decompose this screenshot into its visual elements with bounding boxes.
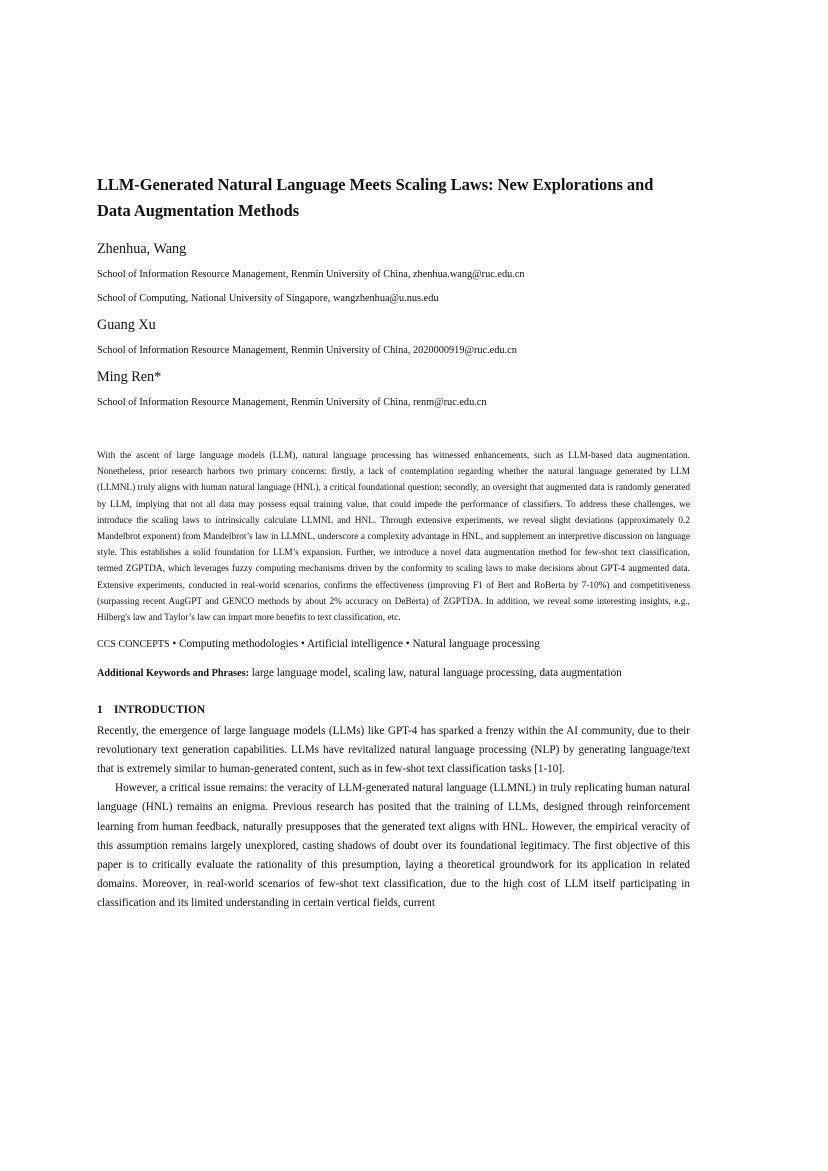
keywords bbox=[97, 665, 690, 682]
author-affiliation: School of Computing, National University of Singapore, wangzhenhua@u.nus.edu bbox=[97, 293, 439, 304]
author-affiliation: School of Information Resource Management, Renmin University of China, 2020000919@ruc.edu.cn bbox=[97, 345, 517, 356]
section-heading bbox=[97, 702, 690, 718]
body-paragraph: Recently, the emergence of large language models (LLMs) like GPT-4 has sparked a frenzy within the AI community, due to their revolutionary text generation capabilities. LLMs have revitalized natural language processing (NLP) by generating language/text that is extremely similar to human-generated content, such as in few-shot text classification tasks [1-10]. bbox=[97, 724, 690, 775]
author-name: Ming Ren* bbox=[97, 369, 162, 385]
author-name: Zhenhua, Wang bbox=[97, 241, 187, 257]
paper-page bbox=[97, 172, 690, 914]
author-name: Guang Xu bbox=[97, 317, 156, 333]
keywords-text: large language model, scaling law, natural language processing, data augmentation bbox=[248, 666, 622, 679]
section-number: 1 bbox=[97, 703, 103, 716]
ccs-concepts bbox=[97, 636, 690, 653]
author-affiliation: School of Information Resource Management, Renmin University of China, renm@ruc.edu.cn bbox=[97, 397, 487, 408]
ccs-text: • Computing methodologies • Artificial intelligence • Natural language processing bbox=[169, 637, 540, 650]
body-paragraph: However, a critical issue remains: the veracity of LLM-generated natural language (LLMNL) in truly replicating human natural language (HNL) remains an enigma. Previous research has posited that the training of LLMs, designed through reinforcement learning from human feedback, naturally presupposes that the generated text aligns with HNL. However, the empirical veracity of this assumption remains largely unexplored, casting shadows of doubt over its foundational legitimacy. The first objective of this paper is to critically evaluate the rationality of this presumption, laying a theoretical groundwork for its application in related domains. Moreover, in real-world scenarios of few-shot text classification, due to the high cost of LLM itself participating in classification and its limited understanding in certain vertical fields, current bbox=[97, 782, 690, 910]
author-affiliation: School of Information Resource Management, Renmin University of China, zhenhua.wang@ruc.edu.cn bbox=[97, 269, 525, 280]
ccs-label: CCS CONCEPTS bbox=[97, 638, 170, 650]
paper-title: LLM-Generated Natural Language Meets Scaling Laws: New Explorations and Data Augmentation Methods bbox=[97, 175, 654, 220]
abstract: With the ascent of large language models (LLM), natural language processing has witnessed enhancements, such as LLM-based data augmentation. Nonetheless, prior research harbors two primary concerns: firstly, a lack of contemplation regarding whether the natural language generated by LLM (LLMNL) truly aligns with human natural language (HNL), a critical foundational question; secondly, an oversight that augmented data is randomly generated by LLM, implying that not all data may possess equal training value, that could impede the performance of classifiers. To address these challenges, we introduce the scaling laws to intrinsically calculate LLMNL and HNL. Through extensive experiments, we reveal slight deviations (approximately 0.2 Mandelbrot exponent) from Mandelbrot’s law in LLMNL, underscore a complexity advantage in HNL, and supplement an interpretive discussion on language style. This establishes a solid foundation for LLM’s expansion. Further, we introduce a novel data augmentation method for few-shot text classification, termed ZGPTDA, which leverages fuzzy computing mechanisms driven by the conformity to scaling laws to make decisions about GPT-4 augmented data. Extensive experiments, conducted in real-world scenarios, confirms the effectiveness (improving F1 of Bert and RoBerta by 7-10%) and competitiveness (surpassing recent AugGPT and GENCO methods by about 2% accuracy on DeBerta) of ZGPTDA. In addition, we reveal some interesting insights, e.g., Hilberg's law and Taylor’s law can impart more benefits to text classification, etc. bbox=[97, 451, 690, 624]
keywords-label: Additional Keywords and Phrases: bbox=[97, 667, 249, 679]
section-title: INTRODUCTION bbox=[114, 703, 206, 716]
